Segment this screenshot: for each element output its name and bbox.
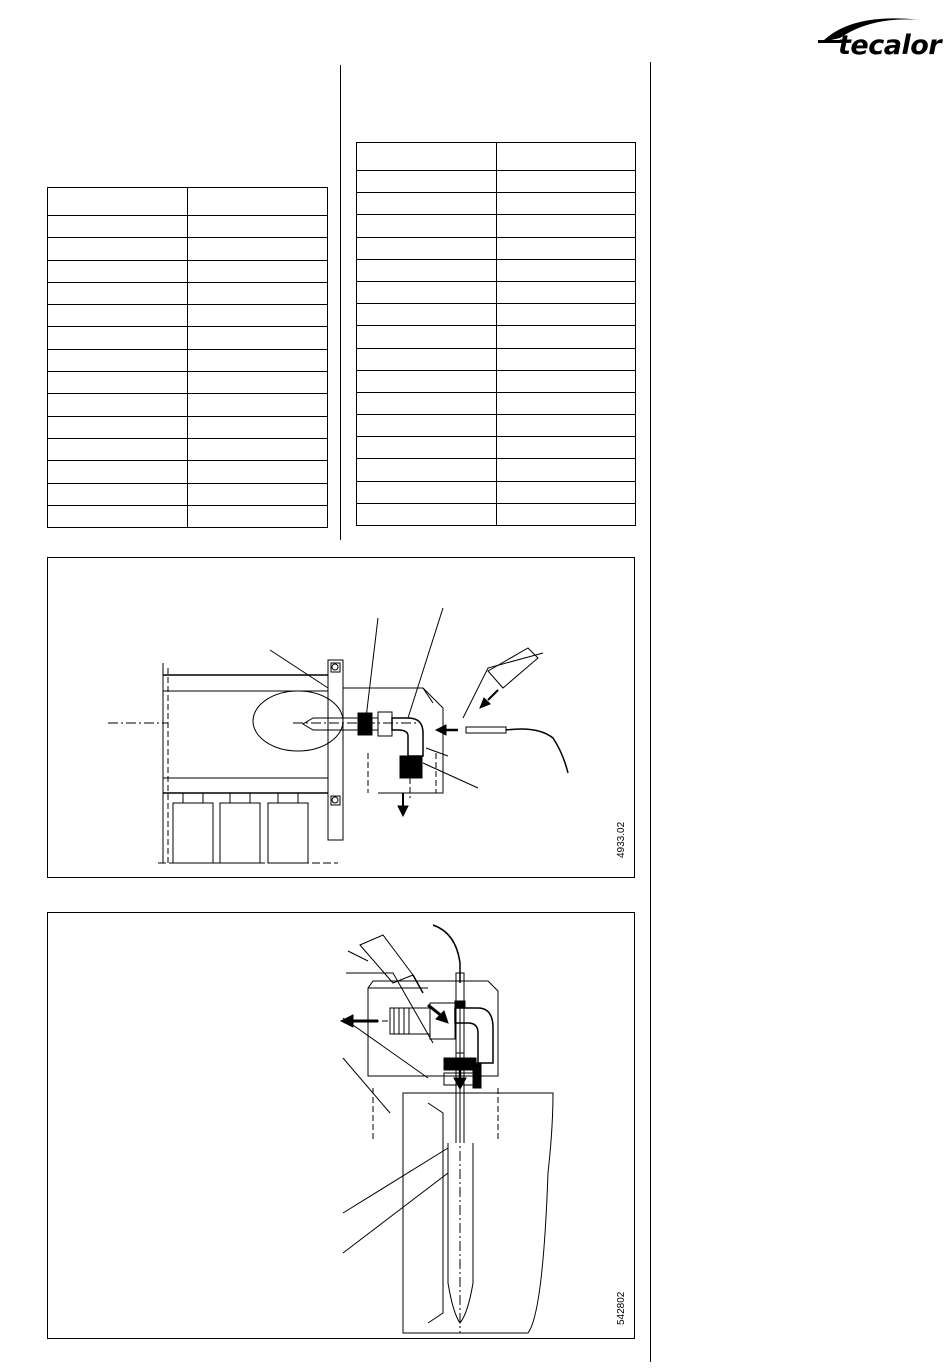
table-row [357, 259, 636, 281]
table-row [357, 503, 636, 525]
table-cell [48, 282, 188, 304]
table-cell [48, 505, 188, 527]
table-cell [357, 392, 497, 414]
table-cell [48, 394, 188, 416]
table-row [48, 238, 328, 260]
table-row [48, 349, 328, 371]
table-cell [48, 372, 188, 394]
table-cell [357, 259, 497, 281]
table-row [357, 348, 636, 370]
table-cell [497, 348, 636, 370]
table-cell [497, 237, 636, 259]
table-cell [357, 481, 497, 503]
table-row [48, 327, 328, 349]
table-row [48, 216, 328, 238]
table-cell [48, 461, 188, 483]
table-row [48, 461, 328, 483]
figure-sensor-horizontal [47, 557, 635, 878]
table-row [48, 505, 328, 527]
table-row [357, 459, 636, 481]
table-cell [497, 215, 636, 237]
table-cell [188, 305, 328, 327]
table-row [48, 438, 328, 460]
table-cell [497, 326, 636, 348]
table-row [48, 483, 328, 505]
table-row [48, 305, 328, 327]
table-cell [497, 503, 636, 525]
table-cell [357, 503, 497, 525]
table-row [48, 416, 328, 438]
table-cell [48, 238, 188, 260]
table-cell [497, 193, 636, 215]
table-cell [48, 216, 188, 238]
table-cell [48, 260, 188, 282]
figure-sensor-vertical [47, 912, 635, 1339]
table-cell [188, 483, 328, 505]
table-cell [497, 304, 636, 326]
table-cell [48, 349, 188, 371]
horizontal-sensor-drawing [48, 558, 636, 879]
table-row [357, 437, 636, 459]
table-cell [188, 394, 328, 416]
table-cell [357, 171, 497, 193]
table-cell [497, 459, 636, 481]
table-cell [497, 281, 636, 303]
table-row [357, 370, 636, 392]
table-cell [188, 282, 328, 304]
table-row [48, 394, 328, 416]
table-cell [188, 372, 328, 394]
table-cell [48, 483, 188, 505]
table-cell [188, 438, 328, 460]
table-cell [357, 304, 497, 326]
table-cell [357, 459, 497, 481]
table-row [357, 171, 636, 193]
table-cell [357, 215, 497, 237]
table-cell [497, 171, 636, 193]
table-row [357, 304, 636, 326]
table-cell [188, 238, 328, 260]
table-row [357, 215, 636, 237]
table-cell [497, 259, 636, 281]
table-header-cell [188, 188, 328, 216]
table-row [357, 143, 636, 171]
table-cell [357, 370, 497, 392]
table-row [48, 188, 328, 216]
table-cell [497, 415, 636, 437]
table-header-cell [497, 143, 636, 171]
table-row [48, 372, 328, 394]
table-cell [357, 237, 497, 259]
table-cell [357, 281, 497, 303]
table-cell [357, 348, 497, 370]
table-cell [48, 416, 188, 438]
table-cell [497, 392, 636, 414]
table-cell [188, 327, 328, 349]
table-row [357, 193, 636, 215]
table-cell [497, 437, 636, 459]
table-row [357, 481, 636, 503]
vertical-sensor-drawing [48, 913, 636, 1340]
table-cell [497, 370, 636, 392]
tecalor-logo [812, 12, 946, 70]
table-row [357, 326, 636, 348]
right-data-table [356, 142, 636, 526]
table-cell [48, 438, 188, 460]
table-cell [188, 216, 328, 238]
table-row [357, 281, 636, 303]
table-cell [497, 481, 636, 503]
table-header-cell [48, 188, 188, 216]
figure-code-2: 542802 [616, 1291, 627, 1325]
table-cell [357, 415, 497, 437]
table-row [357, 415, 636, 437]
table-cell [357, 193, 497, 215]
table-row [357, 392, 636, 414]
column-divider-right [650, 62, 651, 1362]
table-cell [48, 327, 188, 349]
figure-code-1: 4933.02 [616, 821, 627, 858]
table-header-cell [357, 143, 497, 171]
table-cell [188, 349, 328, 371]
brand-name: tecalor [838, 30, 942, 61]
column-divider-middle [340, 65, 341, 540]
table-row [357, 237, 636, 259]
table-row [48, 282, 328, 304]
left-data-table [47, 187, 328, 528]
table-cell [188, 505, 328, 527]
table-cell [357, 437, 497, 459]
table-cell [188, 461, 328, 483]
table-cell [188, 260, 328, 282]
table-row [48, 260, 328, 282]
table-cell [188, 416, 328, 438]
table-cell [48, 305, 188, 327]
table-cell [357, 326, 497, 348]
